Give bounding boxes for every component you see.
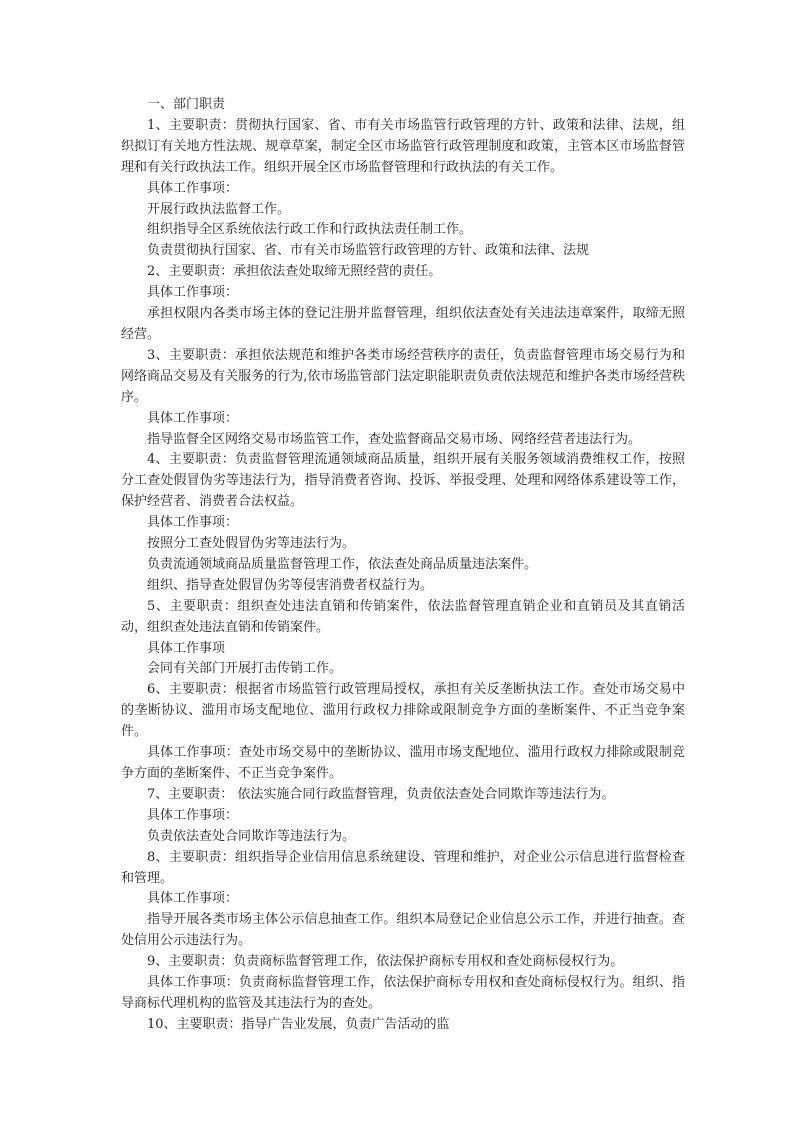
paragraph-23: 具体工作事项： [147, 807, 239, 823]
paragraph-25: 8、主要职责：组织指导企业信用信息系统建设、管理和维护，对企业公示信息进行监督检查和管理。 [121, 849, 685, 886]
paragraph-26: 具体工作事项： [147, 891, 239, 907]
paragraph-20: 6、主要职责：根据省市场监管行政管理局授权，承担有关反垄断执法工作。查处市场交易中的垄断协议、滥用市场支配地位、滥用行政权力排除或限制竞争方面的垄断案件、不正当竞争案件。 [121, 682, 685, 740]
paragraph-6: 2、主要职责：承担依法查处取缔无照经营的责任。 [147, 264, 442, 280]
paragraph-29: 具体工作事项：负责商标监督管理工作，依法保护商标专用权和查处商标侵权行为。组织、指导商标代理机构的监管及其违法行为的查处。 [121, 975, 685, 1011]
paragraph-9: 3、主要职责：承担依法规范和维护各类市场经营秩序的责任，负责监督管理市场交易行为和网络商品交易及有关服务的行为,依市场监管部门法定职能职责负责依法规范和维护各类市场经营秩序。 [121, 347, 685, 405]
paragraph-28: 9、主要职责：负责商标监督管理工作，依法保护商标专用权和查处商标侵权行为。 [147, 954, 624, 970]
paragraph-16: 组织、指导查处假冒伪劣等侵害消费者权益行为。 [147, 577, 434, 593]
paragraph-18: 具体工作事项 [147, 640, 226, 656]
paragraph-30: 10、主要职责：指导广告业发展，负责广告活动的监 [147, 1016, 450, 1032]
paragraph-7: 具体工作事项： [147, 285, 239, 301]
paragraph-2: 具体工作事项： [147, 180, 239, 196]
paragraph-19: 会同有关部门开展打击传销工作。 [147, 661, 343, 677]
paragraph-12: 4、主要职责：负责监督管理流通领域商品质量，组织开展有关服务领域消费维权工作，按照分工查处假冒伪劣等违法行为，指导消费者咨询、投诉、举报受理、处理和网络体系建设等工作，保护经营者、消费者合法权益。 [121, 452, 685, 510]
paragraph-14: 按照分工查处假冒伪劣等违法行为。 [147, 536, 356, 552]
paragraph-15: 负责流通领域商品质量监督管理工作，依法查处商品质量违法案件。 [147, 556, 538, 572]
section-heading: 一、部门职责 [147, 97, 226, 112]
paragraph-5: 负责贯彻执行国家、省、市有关市场监管行政管理的方针、政策和法律、法规 [147, 243, 590, 259]
paragraph-21: 具体工作事项：查处市场交易中的垄断协议、滥用市场支配地位、滥用行政权力排除或限制竞争方面的垄断案件、不正当竞争案件。 [121, 745, 685, 781]
paragraph-13: 具体工作事项： [147, 515, 239, 531]
paragraph-27: 指导开展各类市场主体公示信息抽查工作。组织本局登记企业信息公示工作，并进行抽查。查处信用公示违法行为。 [121, 912, 685, 949]
document-body [121, 95, 685, 1036]
paragraph-10: 具体工作事项： [147, 410, 239, 426]
paragraph-24: 负责依法查处合同欺诈等违法行为。 [147, 828, 356, 844]
paragraph-8: 承担权限内各类市场主体的登记注册并监督管理，组织依法查处有关违法违章案件，取缔无照经营。 [121, 306, 685, 342]
paragraph-4: 组织指导全区系统依法行政工作和行政执法责任制工作。 [147, 222, 473, 238]
paragraph-3: 开展行政执法监督工作。 [147, 201, 291, 217]
paragraph-22: 7、主要职责： 依法实施合同行政监督管理，负责依法查处合同欺诈等违法行为。 [147, 786, 615, 802]
paragraph-11: 指导监督全区网络交易市场监管工作，查处监督商品交易市场、网络经营者违法行为。 [147, 431, 642, 447]
paragraph-17: 5、主要职责：组织查处违法直销和传销案件，依法监督管理直销企业和直销员及其直销活动，组织查处违法直销和传销案件。 [121, 598, 685, 635]
paragraph-1: 1、主要职责：贯彻执行国家、省、市有关市场监管行政管理的方针、政策和法律、法规，组织拟订有关地方性法规、规章草案，制定全区市场监管行政管理制度和政策，主管本区市场监督管理和有关行政执法工作。组织开展全区市场监督管理和行政执法的有关工作。 [121, 117, 685, 175]
